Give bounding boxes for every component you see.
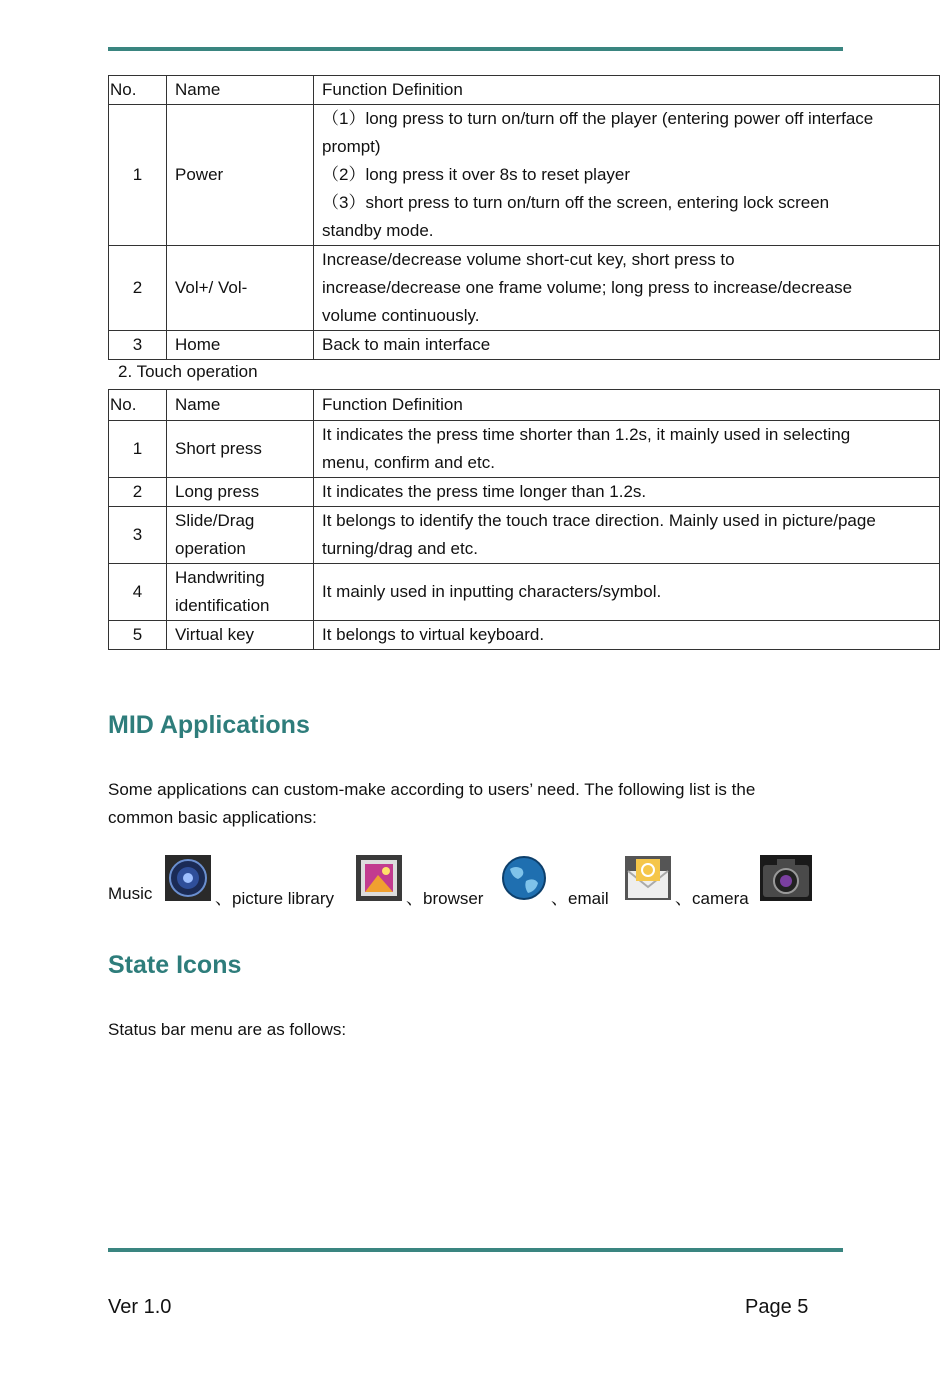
function-line: Back to main interface bbox=[322, 335, 491, 354]
function-line: standby mode. bbox=[322, 221, 434, 240]
function-line: （1）long press to turn on/turn off the player (entering power off interface bbox=[322, 109, 874, 128]
function-line: It belongs to virtual keyboard. bbox=[322, 625, 545, 644]
buttons-table bbox=[108, 75, 940, 360]
row-function bbox=[314, 331, 940, 360]
row-name: Vol+/ Vol- bbox=[167, 246, 314, 331]
row-name bbox=[167, 507, 314, 564]
row-no: 4 bbox=[109, 564, 167, 621]
table-header-row bbox=[109, 390, 940, 421]
name-line: Virtual key bbox=[175, 625, 255, 644]
row-function bbox=[314, 564, 940, 621]
row-no: 5 bbox=[109, 621, 167, 650]
name-line: Slide/Drag bbox=[175, 511, 255, 530]
browser-label: 、browser bbox=[406, 889, 484, 908]
speaker-icon bbox=[165, 855, 211, 901]
function-line: It belongs to identify the touch trace direction. Mainly used in picture/page bbox=[322, 511, 876, 530]
header-name: Name bbox=[167, 76, 314, 105]
name-line: identification bbox=[175, 596, 270, 615]
table-row bbox=[109, 246, 940, 331]
paragraph-line: Some applications can custom-make according to users’ need. The following list is the bbox=[108, 780, 756, 799]
function-line: It indicates the press time shorter than 1.2s, it mainly used in selecting bbox=[322, 425, 851, 444]
name-line: Handwriting bbox=[175, 568, 265, 587]
header-function: Function Definition bbox=[314, 390, 940, 421]
mid-applications-heading: MID Applications bbox=[108, 711, 310, 739]
function-line: volume continuously. bbox=[322, 306, 480, 325]
name-line: Short press bbox=[175, 439, 262, 458]
row-no: 3 bbox=[109, 507, 167, 564]
function-line: increase/decrease one frame volume; long press to increase/decrease bbox=[322, 278, 853, 297]
function-line: It mainly used in inputting characters/symbol. bbox=[322, 582, 662, 601]
table-row bbox=[109, 507, 940, 564]
header-name: Name bbox=[167, 390, 314, 421]
globe-icon bbox=[500, 855, 548, 901]
row-function bbox=[314, 246, 940, 331]
touch-operation-caption: 2. Touch operation bbox=[118, 362, 258, 381]
table-header-row bbox=[109, 76, 940, 105]
row-function bbox=[314, 105, 940, 246]
row-function bbox=[314, 621, 940, 650]
email-label: 、email bbox=[551, 889, 609, 908]
state-icons-heading: State Icons bbox=[108, 951, 242, 979]
picture-library-icon bbox=[356, 855, 402, 901]
touch-table bbox=[108, 389, 940, 650]
table-row bbox=[109, 621, 940, 650]
row-no: 3 bbox=[109, 331, 167, 360]
row-name bbox=[167, 621, 314, 650]
function-line: menu, confirm and etc. bbox=[322, 453, 495, 472]
state-icons-paragraph: Status bar menu are as follows: bbox=[108, 1020, 347, 1039]
row-function bbox=[314, 507, 940, 564]
picture-library-label: 、picture library bbox=[215, 889, 335, 908]
row-no: 2 bbox=[109, 246, 167, 331]
row-name: Home bbox=[167, 331, 314, 360]
music-label: Music bbox=[108, 884, 153, 903]
mid-applications-paragraph bbox=[108, 776, 755, 832]
name-line: Long press bbox=[175, 482, 260, 501]
page-number: Page 5 bbox=[745, 1296, 809, 1318]
camera-label: 、camera bbox=[675, 889, 749, 908]
paragraph-line: common basic applications: bbox=[108, 808, 317, 827]
name-line: operation bbox=[175, 539, 246, 558]
function-line: （3）short press to turn on/turn off the screen, entering lock screen bbox=[322, 193, 830, 212]
header-function: Function Definition bbox=[314, 76, 940, 105]
function-line: It indicates the press time longer than 1.2s. bbox=[322, 482, 647, 501]
camera-icon bbox=[760, 855, 812, 901]
table-row bbox=[109, 105, 940, 246]
table-row bbox=[109, 421, 940, 478]
row-name bbox=[167, 421, 314, 478]
row-no: 1 bbox=[109, 105, 167, 246]
header-rule bbox=[108, 47, 843, 51]
row-function bbox=[314, 478, 940, 507]
table-row bbox=[109, 564, 940, 621]
row-no: 2 bbox=[109, 478, 167, 507]
function-line: prompt) bbox=[322, 137, 381, 156]
function-line: （2）long press it over 8s to reset player bbox=[322, 165, 631, 184]
footer-rule bbox=[108, 1248, 843, 1252]
row-function bbox=[314, 421, 940, 478]
header-no: No. bbox=[109, 76, 167, 105]
function-line: Increase/decrease volume short-cut key, short press to bbox=[322, 250, 735, 269]
row-name: Power bbox=[167, 105, 314, 246]
table-row bbox=[109, 478, 940, 507]
version-label: Ver 1.0 bbox=[108, 1296, 172, 1318]
email-icon bbox=[624, 855, 672, 901]
table-row bbox=[109, 331, 940, 360]
row-name bbox=[167, 478, 314, 507]
header-no: No. bbox=[109, 390, 167, 421]
row-no: 1 bbox=[109, 421, 167, 478]
row-name bbox=[167, 564, 314, 621]
function-line: turning/drag and etc. bbox=[322, 539, 478, 558]
